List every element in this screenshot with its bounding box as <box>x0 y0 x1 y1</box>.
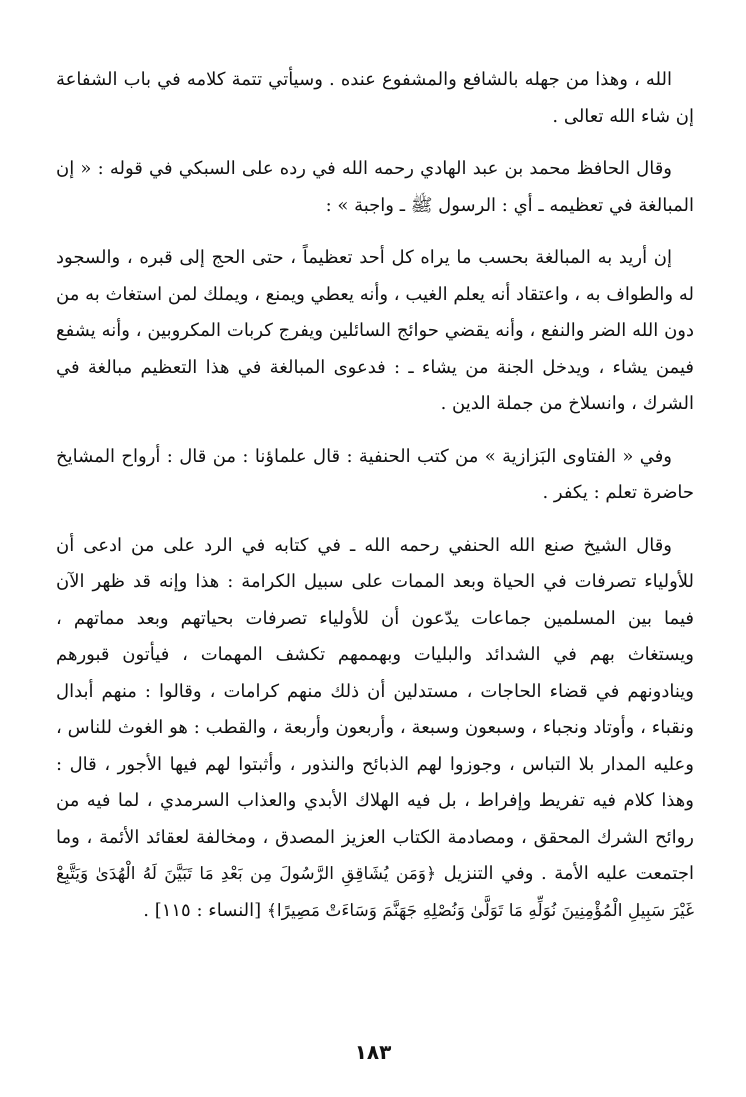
quran-verse: ﴿وَمَن يُشَاقِقِ الرَّسُولَ مِن بَعْدِ مَا تَبَيَّنَ لَهُ الْهُدَىٰ وَيَتَّبِعْ غَيْرَ سَبِيلِ الْمُؤْمِنِينَ نُوَلِّهِ مَا تَوَلَّىٰ وَنُصْلِهِ جَهَنَّمَ وَسَاءَتْ مَصِيرًا﴾ <box>56 864 694 921</box>
page-number: ١٨٣ <box>354 1040 392 1064</box>
paragraph-5 <box>56 528 694 930</box>
paragraph-2: وقال الحافظ محمد بن عبد الهادي رحمه الله في رده على السبكي في قوله : « إن المبالغة في تعظيمه ـ أي : الرسول ﷺ ـ واجبة » : <box>56 158 694 216</box>
verse-reference: [النساء : ١١٥] . <box>143 899 262 921</box>
paragraph-1: الله ، وهذا من جهله بالشافع والمشفوع عنده . وسيأتي تتمة كلامه في باب الشفاعة إن شاء الله تعالى . <box>56 69 694 127</box>
paragraph-3: إن أريد به المبالغة بحسب ما يراه كل أحد تعظيماً ، حتى الحج إلى قبره ، والسجود له والطواف به ، واعتقاد أنه يعلم الغيب ، وأنه يعطي ويمنع ، ويملك لمن استغاث به من دون الله الضر والنفع ، وأنه يقضي حوائج السائلين ويفرج كربات المكروبين ، وأنه يشفع فيمن يشاء ، ويدخل الجنة من يشاء ـ : فدعوى المبالغة في هذا التعظيم مبالغة في الشرك ، وانسلاخ من جملة الدين . <box>56 247 694 414</box>
page-body <box>56 62 694 1062</box>
paragraph-4: وفي « الفتاوى البَزازية » من كتب الحنفية : قال علماؤنا : من قال : أرواح المشايخ حاضرة تعلم : يكفر . <box>56 445 694 503</box>
paragraph-5-text: وقال الشيخ صنع الله الحنفي رحمه الله ـ في كتابه في الرد على من ادعى أن للأولياء تصرفات في الحياة وبعد الممات على سبيل الكرامة : هذا وإنه قد ظهر الآن فيما بين المسلمين جماعات يدّعون أن للأولياء تصرفات بحياتهم وبعد مماتهم ، ويستغاث بهم في الشدائد والبليات وبهممهم تكشف المهمات ، فيأتون قبورهم وينادونهم في قضاء الحاجات ، مستدلين أن ذلك منهم كرامات ، وقالوا : منهم أبدال ونقباء ، وأوتاد ونجباء ، وسبعون وسبعة ، وأربعون وأربعة ، والقطب : هو الغوث للناس ، وعليه المدار بلا التباس ، وجوزوا لهم الذبائح والنذور ، وأثبتوا لهم فيها الأجور ، قال : وهذا كلام فيه تفريط وإفراط ، بل فيه الهلاك الأبدي والعذاب السرمدي ، لما فيه من روائح الشرك المحقق ، ومصادمة الكتاب العزيز المصدق ، ومخالفة لعقائد الأئمة ، وما اجتمعت عليه الأمة . وفي التنزيل <box>56 534 694 884</box>
